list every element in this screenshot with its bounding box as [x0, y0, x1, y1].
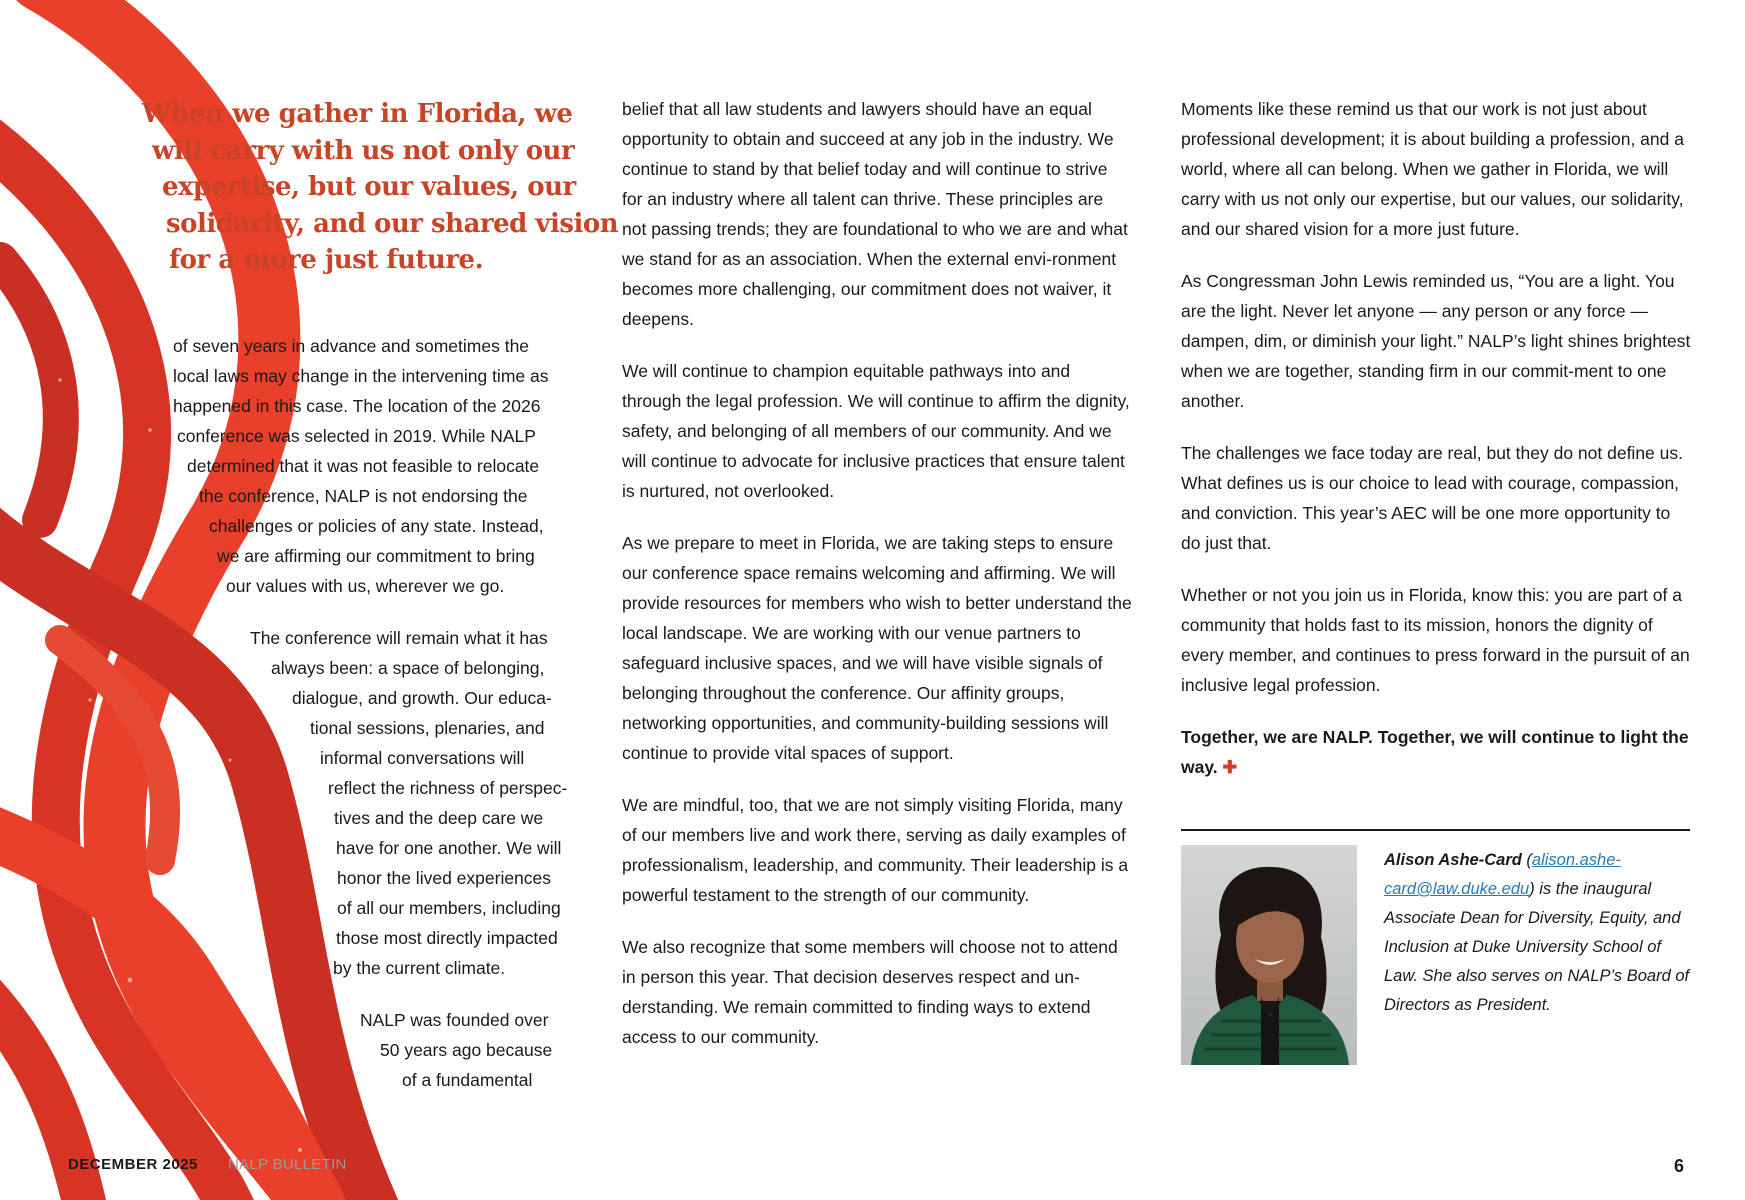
- paragraph: We also recognize that some members will choose not to attend in person this year. That decision deserves respect and un-derstanding. We remain committed to finding ways to extend access to our community.: [622, 937, 1118, 1047]
- author-email-link[interactable]: alison.ashe-card@law.duke.edu: [1384, 851, 1621, 898]
- paragraph: Moments like these remind us that our work is not just about professional development; it is about building a profession, and a world, where all can belong. When we gather in Florida, we will carry with us not only our expertise, but our values, our solidarity, and our shared vision for a more just future.: [1181, 99, 1684, 239]
- footer-publication: NALP BULLETIN: [228, 1156, 347, 1173]
- text-line: The conference will remain what it has: [250, 628, 548, 648]
- paragraph: As Congressman John Lewis reminded us, “You are a light. You are the light. Never let anyone — any person or any force — dampen, dim, or diminish your light.” NALP’s light shines brightest when we are together, standing firm in our commit-ment to one another.: [1181, 271, 1691, 411]
- divider: [1181, 829, 1690, 831]
- paragraph: We are mindful, too, that we are not simply visiting Florida, many of our members live and work there, serving as daily examples of professionalism, leadership, and community. Their leadership is a powerful testament to the strength of our community.: [622, 795, 1129, 905]
- author-name: Alison Ashe-Card: [1384, 851, 1522, 869]
- text-line: have for one another. We will: [336, 838, 562, 858]
- right-column: [1181, 94, 1693, 804]
- closing-text: Together, we are NALP. Together, we will continue to light the way.: [1181, 727, 1689, 777]
- left-column-text: [0, 0, 620, 1200]
- pull-quote-line: expertise, but our values, our: [162, 172, 576, 202]
- text-line: reflect the richness of perspec-: [328, 778, 568, 798]
- closing-statement: [1181, 722, 1693, 782]
- text-line: of a fundamental: [402, 1070, 533, 1090]
- text-line: honor the lived experiences: [337, 868, 552, 888]
- paragraph: belief that all law students and lawyers should have an equal opportunity to obtain and succeed at any job in the industry. We continue to stand by that belief today and will continue to strive for an industry where all talent can thrive. These principles are not passing trends; they are foundational to who we are and what we stand for as an association. When the external envi-ronment becomes more challenging, our commitment does not waiver, it deepens.: [622, 99, 1128, 329]
- bio-paren: (: [1521, 851, 1532, 869]
- middle-column: [622, 94, 1132, 1074]
- text-line: dialogue, and growth. Our educa-: [292, 688, 552, 708]
- pull-quote-line: When we gather in Florida, we: [142, 99, 573, 129]
- paragraph: The challenges we face today are real, but they do not define us. What defines us is our choice to lead with courage, compassion, and conviction. This year’s AEC will be one more opportunity to do just that.: [1181, 443, 1683, 553]
- pull-quote-line: solidarity, and our shared vision: [166, 208, 619, 239]
- text-line: always been: a space of belonging,: [271, 658, 545, 678]
- footer-date: DECEMBER 2025: [68, 1156, 198, 1173]
- text-line: our values with us, wherever we go.: [226, 576, 505, 596]
- paragraph: As we prepare to meet in Florida, we are taking steps to ensure our conference space remains welcoming and affirming. We will provide resources for members who wish to better understand the local landscape. We are working with our venue partners to safeguard inclusive spaces, and we will have visible signals of belonging throughout the conference. Our affinity groups, networking opportunities, and community-building sessions will continue to provide vital spaces of support.: [622, 533, 1132, 763]
- page-number: 6: [1674, 1156, 1685, 1176]
- text-line: those most directly impacted: [336, 928, 558, 948]
- text-line: of seven years in advance and sometimes the: [173, 336, 530, 356]
- text-line: local laws may change in the intervening time as: [173, 366, 549, 386]
- text-line: 50 years ago because: [380, 1040, 553, 1060]
- author-bio: [1384, 846, 1694, 1020]
- text-line: determined that it was not feasible to relocate: [187, 456, 540, 476]
- text-line: NALP was founded over: [360, 1010, 549, 1030]
- paragraph: Whether or not you join us in Florida, know this: you are part of a community that holds fast to its mission, honors the dignity of every member, and continues to press forward in the pursuit of an inclusive legal profession.: [1181, 585, 1690, 695]
- author-photo: [1181, 845, 1357, 1065]
- text-line: challenges or policies of any state. Instead,: [209, 516, 544, 536]
- pull-quote-line: will carry with us not only our: [152, 135, 575, 166]
- text-line: tives and the deep care we: [334, 808, 544, 828]
- paragraph: We will continue to champion equitable pathways into and through the legal profession. We will continue to affirm the dignity, safety, and belonging of all members of our community. And we will continue to advocate for inclusive practices that ensure talent is nurtured, not overlooked.: [622, 361, 1130, 501]
- text-line: informal conversations will: [320, 748, 525, 768]
- text-line: happened in this case. The location of the 2026: [173, 396, 541, 416]
- plus-icon: ✚: [1222, 757, 1238, 777]
- text-line: conference was selected in 2019. While NALP: [177, 426, 536, 446]
- bio-text: ) is the inaugural Associate Dean for Diversity, Equity, and Inclusion at Duke University School of Law. She also serves on NALP’s Board of Directors as President.: [1384, 880, 1690, 1014]
- text-line: we are affirming our commitment to bring: [217, 546, 535, 566]
- pull-quote-line: for a more just future.: [169, 245, 484, 275]
- text-line: of all our members, including: [337, 898, 561, 918]
- text-line: tional sessions, plenaries, and: [310, 718, 545, 738]
- text-line: the conference, NALP is not endorsing the: [199, 486, 528, 506]
- text-line: by the current climate.: [333, 958, 506, 978]
